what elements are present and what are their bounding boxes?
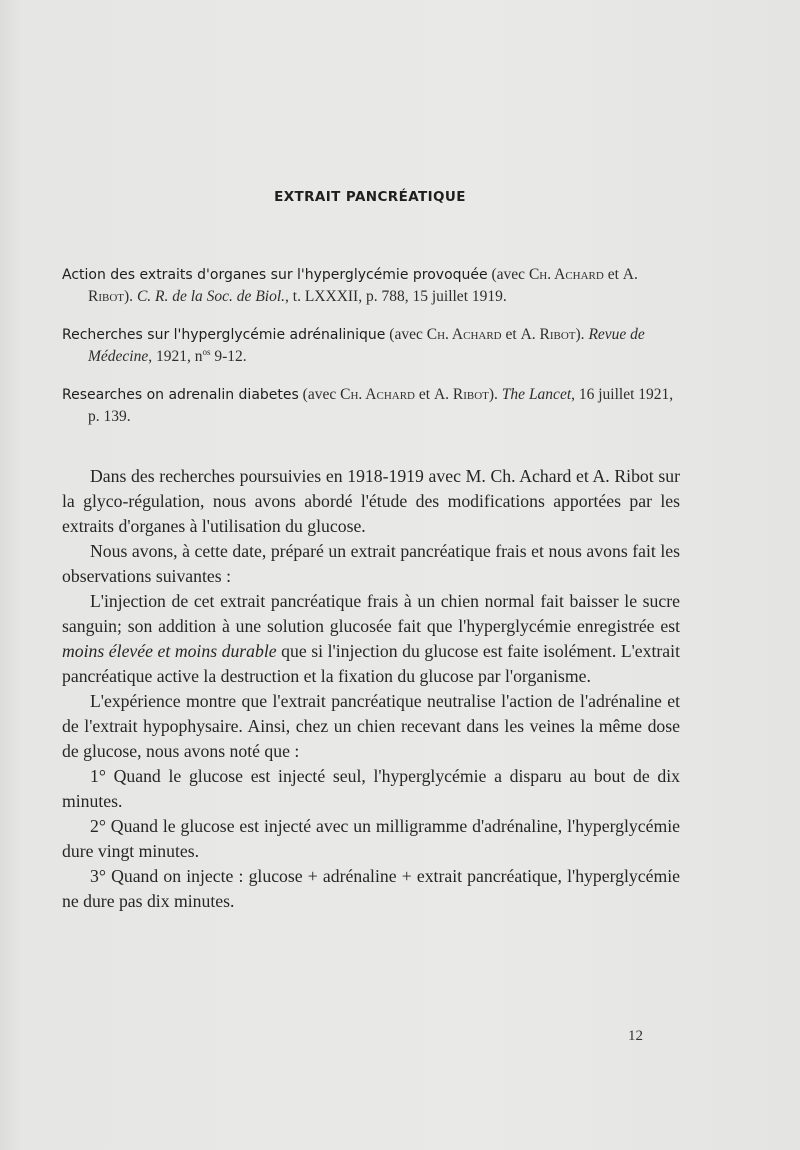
reference-title: Recherches sur l'hyperglycémie adrénalinique — [62, 327, 386, 343]
author-name: A. Ribot — [433, 386, 489, 403]
reference-item: Researches on adrenalin diabetes (avec Ch. Achard et A. Ribot). The Lancet, 16 juillet 1921, p. 139. — [62, 386, 674, 425]
reference-title: Action des extraits d'organes sur l'hyperglycémie provoquée — [62, 267, 488, 283]
author-name: A. Ribot — [88, 266, 638, 305]
author-name: Ch. Achard — [528, 266, 604, 283]
author-name: A. Ribot — [520, 326, 576, 343]
section-heading: EXTRAIT PANCRÉATIQUE — [274, 189, 466, 205]
reference-item: Recherches sur l'hyperglycémie adrénalinique (avec Ch. Achard et A. Ribot). Revue de Médecine, 1921, $n^{os}$ 9-12. — [62, 326, 645, 365]
paragraph: L'injection de cet extrait pancréatique frais à un chien normal fait baisser le sucre sanguin; son addition à une solution glucosée fait que l'hyperglycémie enregistrée est moins élevée et moins durable que si l'injection du glucose est faite isolément. L'extrait pancréatique active la destruction et la fixation du glucose par l'organisme. — [62, 591, 680, 686]
emphasis-text: moins élevée et moins durable — [62, 641, 277, 661]
author-name: Ch. Achard — [340, 386, 415, 403]
list-item: 1° Quand le glucose est injecté seul, l'hyperglycémie a disparu au bout de dix minutes. — [62, 766, 680, 811]
journal-name: C. R. de la Soc. de Biol. — [136, 288, 286, 305]
paragraph: Dans des recherches poursuivies en 1918-1919 avec M. Ch. Achard et A. Ribot sur la glyco-régulation, nous avons abordé l'étude des modifications apportées par les extraits d'organes à l'utilisation du glucose. — [62, 466, 680, 536]
page-number: 12 — [628, 1028, 643, 1044]
paragraph: Nous avons, à cette date, préparé un extrait pancréatique frais et nous avons fait les observations suivantes : — [62, 541, 680, 586]
journal-name: Revue de Médecine — [88, 326, 645, 365]
paragraph: L'expérience montre que l'extrait pancréatique neutralise l'action de l'adrénaline et de l'extrait hypophysaire. Ainsi, chez un chien recevant dans les veines la même dose de glucose, nous avons noté que : — [62, 691, 680, 761]
body-text — [62, 464, 680, 914]
list-item: 2° Quand le glucose est injecté avec un milligramme d'adrénaline, l'hyperglycémie dure vingt minutes. — [62, 816, 680, 861]
reference-list — [62, 264, 684, 444]
reference-title: Researches on adrenalin diabetes — [62, 387, 299, 403]
list-item: 3° Quand on injecte : glucose + adrénaline + extrait pancréatique, l'hyperglycémie ne dure pas dix minutes. — [62, 866, 680, 911]
journal-name: The Lancet — [501, 386, 572, 403]
reference-item: Action des extraits d'organes sur l'hyperglycémie provoquée (avec Ch. Achard et A. Ribot). C. R. de la Soc. de Biol., t. LXXXII, p. 788, 15 juillet 1919. — [62, 266, 638, 305]
author-name: Ch. Achard — [426, 326, 502, 343]
